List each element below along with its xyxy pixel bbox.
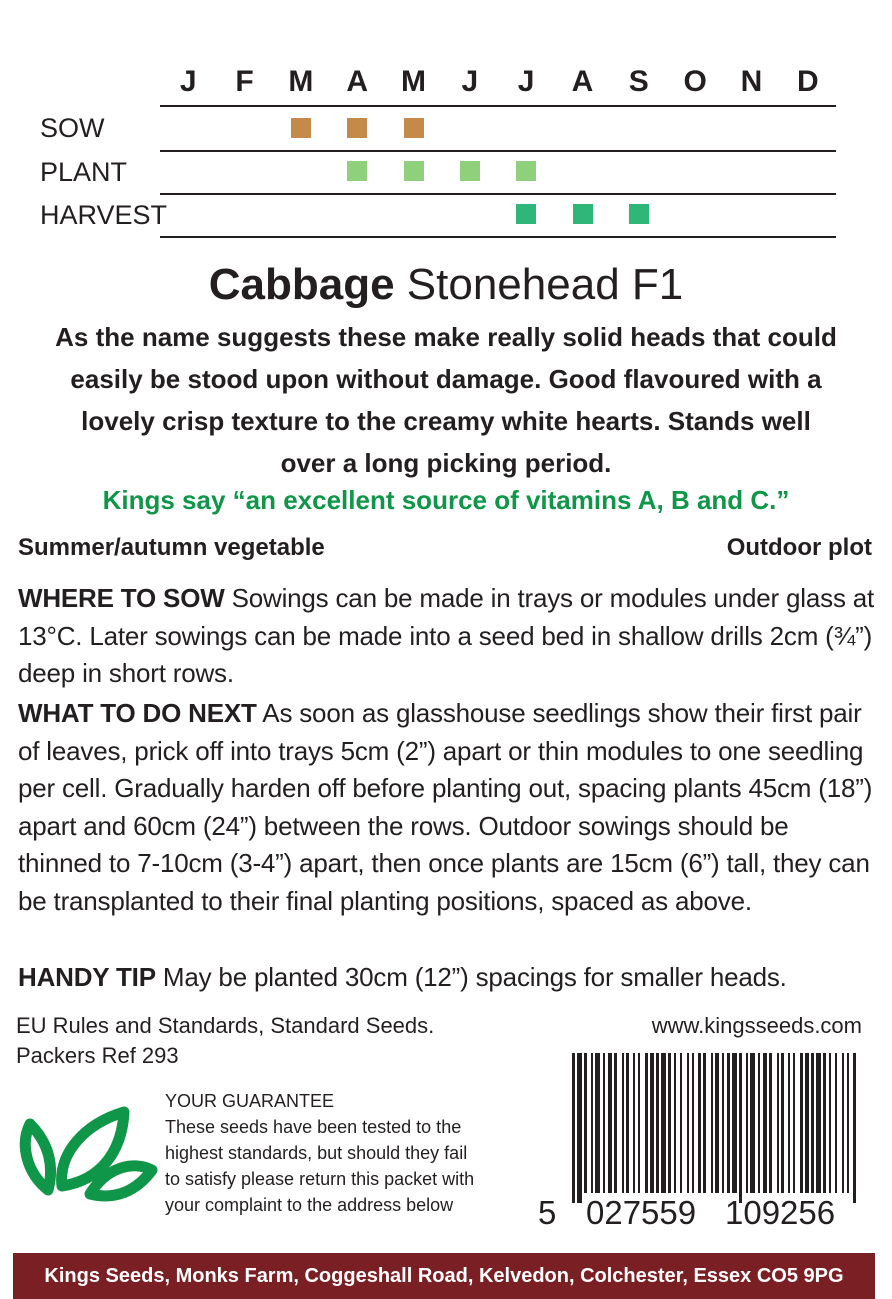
month-jun: J <box>461 65 479 98</box>
barcode-bar <box>823 1053 826 1193</box>
barcode-bar <box>614 1053 617 1193</box>
plant-month-marker <box>404 161 424 181</box>
barcode-bar <box>656 1053 659 1193</box>
barcode-bar <box>800 1053 803 1193</box>
guarantee-block <box>165 1088 474 1218</box>
barcode-bar <box>763 1053 767 1193</box>
calendar-divider <box>160 193 836 195</box>
barcode-bar <box>722 1053 724 1193</box>
sow-label: SOW <box>40 113 105 143</box>
product-description <box>18 316 874 484</box>
product-variety: Stonehead F1 <box>406 260 684 309</box>
barcode-bar <box>650 1053 654 1193</box>
barcode-bar <box>732 1053 737 1193</box>
description-line: over a long picking period. <box>280 448 612 478</box>
what-to-do-next <box>18 695 878 920</box>
kings-quote: Kings say “an excellent source of vitamins A, B and C.” <box>102 485 790 515</box>
harvest-month-marker <box>573 204 593 224</box>
month-apr: A <box>346 65 368 98</box>
barcode-digits-left: 027559 <box>586 1194 697 1231</box>
barcode-bar <box>622 1053 624 1193</box>
barcode-bar <box>829 1053 831 1193</box>
month-jul: J <box>517 65 535 98</box>
product-title <box>0 260 892 310</box>
barcode-digit-first: 5 <box>538 1194 557 1231</box>
month-sep: S <box>628 65 649 98</box>
harvest-month-marker <box>629 204 649 224</box>
harvest-month-marker <box>516 204 536 224</box>
location-label: Outdoor plot <box>726 534 872 561</box>
month-may: M <box>400 65 426 98</box>
description-line: lovely crisp texture to the creamy white hearts. Stands well <box>81 406 811 436</box>
plant-month-marker <box>516 161 536 181</box>
plant-month-marker <box>460 161 480 181</box>
barcode-bar <box>668 1053 671 1193</box>
barcode-bar <box>853 1053 856 1203</box>
barcode-bar <box>680 1053 682 1193</box>
barcode-bar <box>645 1053 648 1193</box>
guarantee-line: to satisfy please return this packet with <box>165 1169 475 1189</box>
barcode <box>570 1053 860 1203</box>
month-oct: O <box>683 65 707 98</box>
guarantee-line: These seeds have been tested to the <box>165 1117 462 1137</box>
tip-text: May be planted 30cm (12”) spacings for smaller heads. <box>162 962 787 992</box>
barcode-bar <box>638 1053 640 1193</box>
month-jan: J <box>179 65 197 98</box>
calendar-divider <box>160 105 836 107</box>
plant-label: PLANT <box>40 157 128 187</box>
harvest-label: HARVEST <box>40 200 168 230</box>
calendar-divider <box>160 236 836 238</box>
barcode-digits-right: 109256 <box>725 1194 836 1231</box>
leaf-logo-icon <box>18 1106 158 1202</box>
where-heading: WHERE TO SOW <box>18 583 225 613</box>
barcode-bar <box>692 1053 694 1193</box>
barcode-bar <box>698 1053 701 1193</box>
next-heading: WHAT TO DO NEXT <box>18 698 257 728</box>
guarantee-heading: YOUR GUARANTEE <box>165 1091 335 1111</box>
barcode-bar <box>674 1053 676 1193</box>
month-dec: D <box>796 65 819 98</box>
sow-month-marker <box>291 118 311 138</box>
barcode-bar <box>758 1053 760 1193</box>
barcode-bar <box>781 1053 784 1193</box>
barcode-bar <box>805 1053 809 1193</box>
barcode-bar <box>715 1053 719 1193</box>
barcode-bar <box>816 1053 821 1193</box>
barcode-bar <box>591 1053 593 1193</box>
barcode-bar <box>842 1053 844 1193</box>
website-link[interactable]: www.kingsseeds.com <box>651 1013 862 1038</box>
barcode-bar <box>750 1053 755 1193</box>
barcode-bar <box>633 1053 635 1193</box>
address-footer: Kings Seeds, Monks Farm, Coggeshall Road, Kelvedon, Colchester, Essex CO5 9PG <box>13 1253 875 1299</box>
calendar-divider <box>160 150 836 152</box>
barcode-bar <box>793 1053 795 1193</box>
barcode-bar <box>739 1053 742 1203</box>
description-line: easily be stood upon without damage. Good flavoured with a <box>70 364 822 394</box>
packers-ref: Packers Ref 293 <box>16 1043 179 1068</box>
next-text: As soon as glasshouse seedlings show their first pair of leaves, prick off into trays 5cm (2”) apart or thin modules to one seedling per cell. Gradually harden off before planting out, spacing plants 45cm (18”) apart and 60cm (24”) between the rows. Outdoor sowings should be thinned to 7-10cm (3-4”) apart, then once plants are 15cm (6”) tall, they can be transplanted to their final planting positions, spaced as above. <box>18 698 873 916</box>
guarantee-line: your complaint to the address below <box>165 1195 454 1215</box>
month-header <box>160 64 836 100</box>
barcode-bar <box>703 1053 706 1193</box>
barcode-bar <box>577 1053 582 1203</box>
where-to-sow <box>18 580 878 693</box>
month-aug: A <box>571 65 594 98</box>
barcode-bar <box>835 1053 837 1193</box>
barcode-bar <box>572 1053 575 1203</box>
where-text: Sowings can be made in trays or modules under glass at 13°C. Later sowings can be made into a seed bed in shallow drills 2cm (¾”) deep in short rows. <box>18 583 875 688</box>
barcode-bar <box>788 1053 790 1193</box>
season-label: Summer/autumn vegetable <box>18 534 325 561</box>
month-feb: F <box>235 65 254 98</box>
barcode-bar <box>595 1053 600 1193</box>
month-nov: N <box>740 65 763 98</box>
guarantee-line: highest standards, but should they fail <box>165 1143 468 1163</box>
barcode-bar <box>584 1053 587 1193</box>
barcode-bar <box>687 1053 689 1193</box>
handy-tip <box>18 959 878 997</box>
barcode-bar <box>608 1053 612 1193</box>
barcode-bar <box>661 1053 666 1193</box>
tip-heading: HANDY TIP <box>18 962 156 992</box>
standards-text: EU Rules and Standards, Standard Seeds. <box>16 1013 435 1038</box>
barcode-bar <box>746 1053 748 1193</box>
barcode-bar <box>777 1053 779 1193</box>
barcode-bar <box>727 1053 730 1193</box>
barcode-bar <box>711 1053 713 1193</box>
plant-month-marker <box>347 161 367 181</box>
barcode-bar <box>847 1053 849 1193</box>
barcode-bar <box>626 1053 629 1193</box>
description-line: As the name suggests these make really solid heads that could <box>55 322 837 352</box>
barcode-bar <box>769 1053 772 1193</box>
barcode-bar <box>603 1053 605 1193</box>
sow-month-marker <box>404 118 424 138</box>
barcode-bar <box>811 1053 814 1193</box>
product-name: Cabbage <box>208 260 395 309</box>
sow-month-marker <box>347 118 367 138</box>
month-mar: M <box>288 65 314 98</box>
